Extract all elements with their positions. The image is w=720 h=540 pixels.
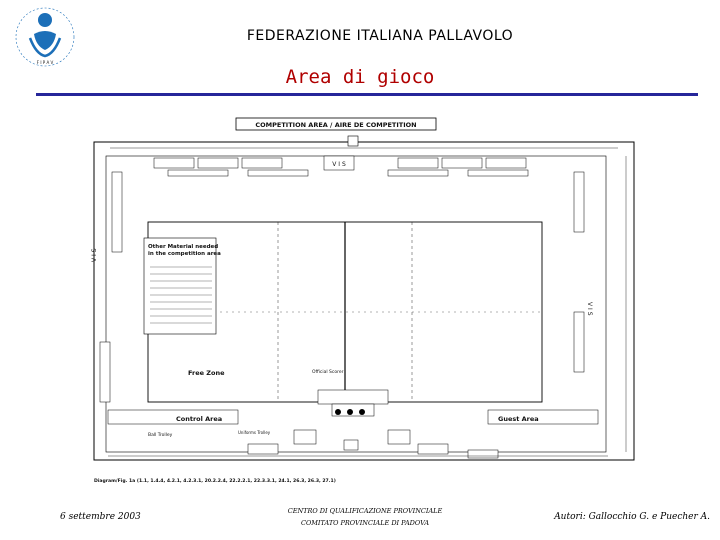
- footer-date: 6 settembre 2003: [60, 512, 141, 522]
- uniforms-trolley-label: Uniforms Trolley: [238, 430, 271, 435]
- footer-center-line1: CENTRO DI QUALIFICAZIONE PROVINCIALE: [287, 507, 443, 515]
- svg-text:F I P A V: F I P A V: [36, 60, 54, 65]
- vis-left-label: V I S: [91, 248, 98, 262]
- other-material-label: [148, 244, 221, 257]
- diagram-title: COMPETITION AREA / AIRE DE COMPETITION: [255, 121, 417, 129]
- other-material-line2: in the competition area: [148, 251, 221, 257]
- title-divider: [36, 93, 698, 96]
- fipav-logo: [14, 6, 76, 68]
- competition-area-diagram: [88, 112, 648, 494]
- free-zone-label: Free Zone: [188, 369, 225, 377]
- guest-area-label: Guest Area: [498, 415, 539, 423]
- footer-center-line2: COMITATO PROVINCIALE DI PADOVA: [300, 519, 430, 527]
- vis-top-label: V I S: [332, 161, 346, 168]
- scorer-table: [294, 390, 410, 450]
- organization-title: FEDERAZIONE ITALIANA PALLAVOLO: [246, 28, 514, 44]
- vis-right-label: V I S: [586, 302, 593, 316]
- control-area-label: Control Area: [176, 415, 223, 423]
- referee-stand: [348, 136, 358, 146]
- other-material-line1: Other Material needed: [148, 244, 219, 250]
- diagram-reference: Diagram/Fig. 1a (1.1, 1.4.4, 4.2.1, 4.2.3.1, 20.2.2.4, 22.2.2.1, 22.3.3.1, 24.1, 26.3, 26.3, 27.1): [94, 479, 336, 484]
- footer-organization: [270, 505, 460, 529]
- ball-trolley-label: Ball Trolley: [148, 433, 173, 438]
- footer-authors: Autori: Gallocchio G. e Puecher A.: [554, 512, 710, 522]
- official-scorer-label: Official Scorer: [312, 370, 344, 375]
- page-title: Area di gioco: [285, 66, 435, 88]
